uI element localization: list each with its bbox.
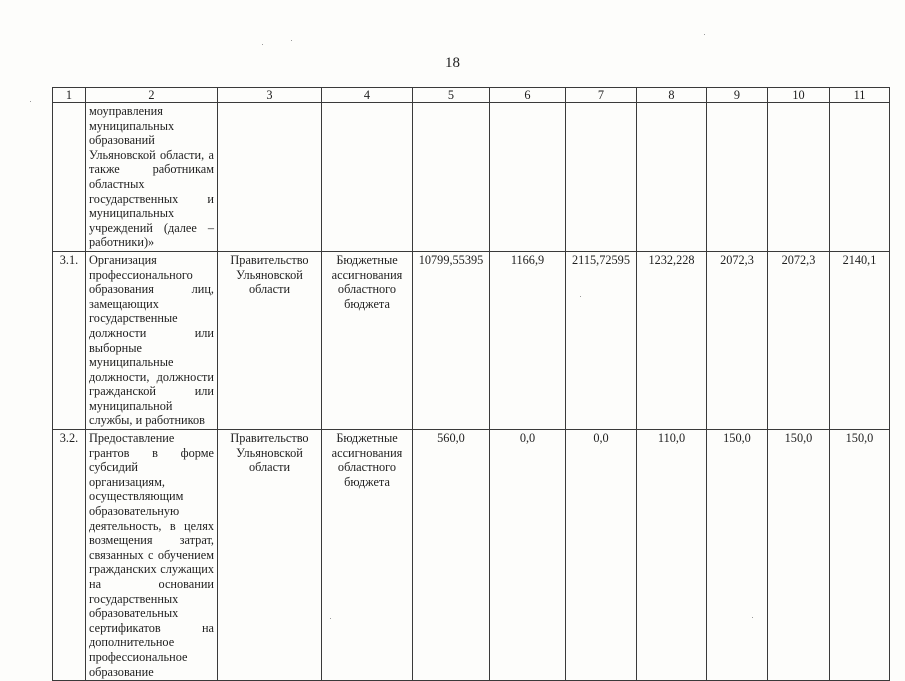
column-header: 2 [86,88,218,103]
column-header: 5 [413,88,490,103]
value-cell [490,103,566,252]
value-cell: 110,0 [637,430,707,681]
scan-speck [30,101,31,102]
column-header: 1 [53,88,86,103]
value-cell: 2072,3 [707,251,768,429]
value-cell [707,103,768,252]
row-number [53,103,86,252]
column-header: 7 [566,88,637,103]
value-cell [637,103,707,252]
table-row [53,430,890,681]
budget-table [52,87,890,681]
value-cell [413,103,490,252]
measure-name: моуправления муниципальных образований Ульяновской области, а также работникам областных государственных и муниципальных учреждений (далее – работники)» [86,103,218,252]
scan-speck [580,296,581,297]
value-cell [566,103,637,252]
page-number: 18 [445,55,460,71]
value-cell [768,103,830,252]
value-cell: 10799,55395 [413,251,490,429]
column-header: 6 [490,88,566,103]
value-cell: 2140,1 [830,251,890,429]
row-number: 3.1. [53,251,86,429]
row-number: 3.2. [53,430,86,681]
scan-speck [330,618,331,619]
scan-speck [704,34,705,35]
value-cell: 2115,72595 [566,251,637,429]
executor-cell: Правительство Ульяновской области [218,251,322,429]
table-row [53,103,890,252]
scan-speck [752,617,753,618]
column-header: 8 [637,88,707,103]
source-cell: Бюджетные ассигнования областного бюджета [322,430,413,681]
executor-cell [218,103,322,252]
table-row [53,251,890,429]
value-cell: 150,0 [768,430,830,681]
header-row [53,88,890,103]
column-header: 9 [707,88,768,103]
column-header: 4 [322,88,413,103]
column-header: 10 [768,88,830,103]
value-cell: 1232,228 [637,251,707,429]
value-cell: 0,0 [490,430,566,681]
executor-cell: Правительство Ульяновской области [218,430,322,681]
scan-speck [291,40,292,41]
value-cell: 150,0 [707,430,768,681]
column-header: 3 [218,88,322,103]
value-cell: 0,0 [566,430,637,681]
scan-speck [262,44,263,45]
source-cell: Бюджетные ассигнования областного бюджета [322,251,413,429]
value-cell: 2072,3 [768,251,830,429]
value-cell [830,103,890,252]
measure-name: Организация профессионального образования лиц, замещающих государственные должности или выборные муниципальные должности, должности гражданской или муниципальной службы, и работников [86,251,218,429]
column-header: 11 [830,88,890,103]
value-cell: 150,0 [830,430,890,681]
value-cell: 1166,9 [490,251,566,429]
measure-name: Предоставление грантов в форме субсидий организациям, осуществляющим образовательную деятельность, в целях возмещения затрат, связанных с обучением гражданских служащих на основании государственных образовательных сертификатов на дополнительное профессиональное образование [86,430,218,681]
value-cell: 560,0 [413,430,490,681]
source-cell [322,103,413,252]
